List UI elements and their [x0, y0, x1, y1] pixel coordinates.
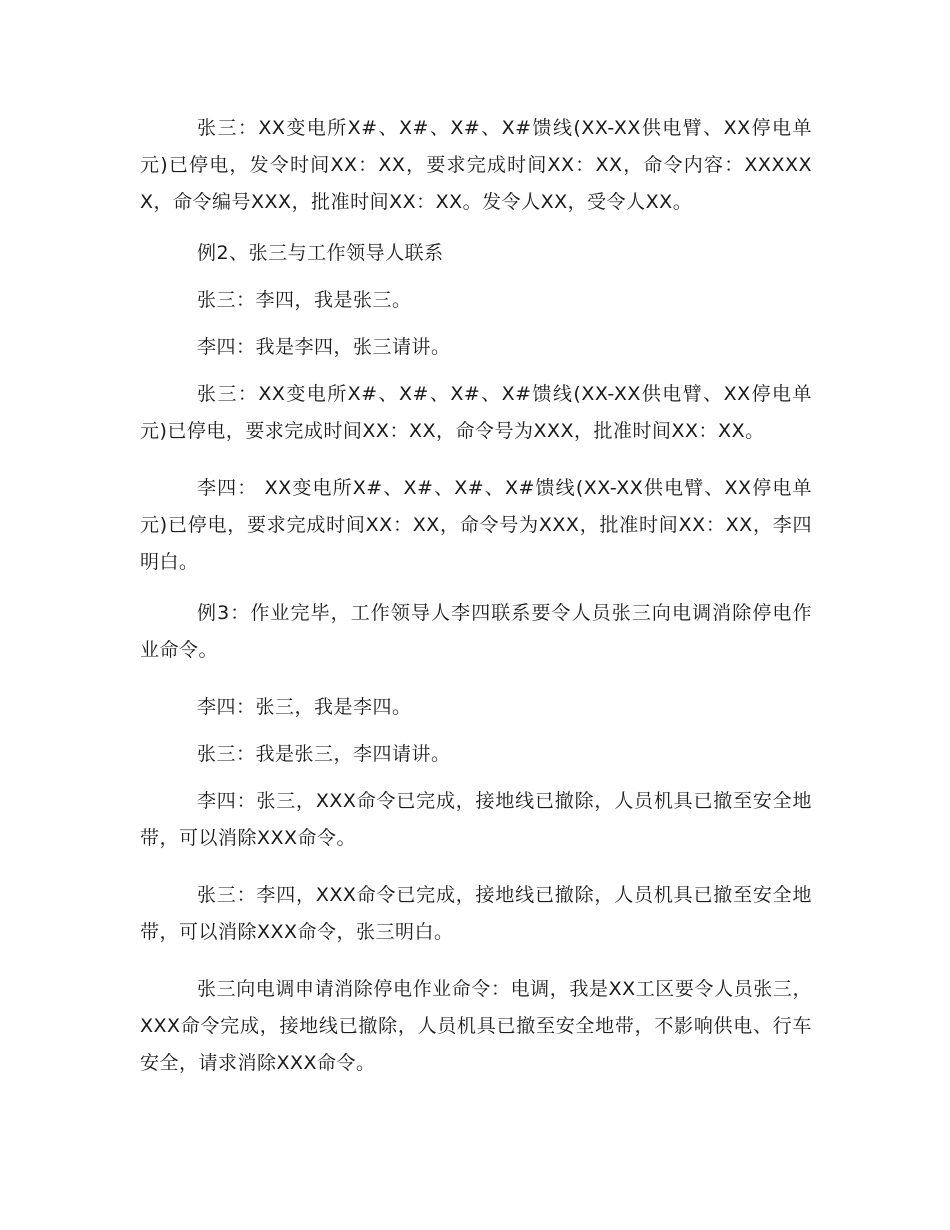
paragraph-dialogue: 李四：张三，我是李四。 — [197, 696, 412, 718]
paragraph-dialogue: 李四：张三，XXX命令已完成，接地线已撤除，人员机具已撤至安全地带，可以消除XXX命令。 — [140, 790, 812, 849]
paragraph-dialogue: 张三：李四，我是张三。 — [197, 289, 412, 311]
paragraph-example-3-heading: 例3：作业完毕，工作领导人李四联系要令人员张三向电调消除停电作业命令。 — [140, 602, 812, 661]
document-body — [140, 110, 812, 1100]
paragraph-dialogue: 李四：我是李四，张三请讲。 — [197, 336, 451, 358]
paragraph-dialogue: 张三：我是张三，李四请讲。 — [197, 743, 451, 765]
paragraph-order-issue: 张三：XX变电所X#、X#、X#、X#馈线(XX-XX供电臂、XX停电单元)已停电，发令时间XX：XX，要求完成时间XX：XX，命令内容：XXXXXX，命令编号XXX，批准时间XX：XX。发令人XX，受令人XX。 — [140, 117, 812, 213]
paragraph-dialogue: 李四： XX变电所X#、X#、X#、X#馈线(XX-XX供电臂、XX停电单元)已停电，要求完成时间XX：XX，命令号为XXX，批准时间XX：XX，李四明白。 — [140, 477, 812, 573]
paragraph-dialogue: 张三：李四，XXX命令已完成，接地线已撤除，人员机具已撤至安全地带，可以消除XXX命令，张三明白。 — [140, 884, 812, 943]
paragraph-dialogue: 张三：XX变电所X#、X#、X#、X#馈线(XX-XX供电臂、XX停电单元)已停电，要求完成时间XX：XX，命令号为XXX，批准时间XX：XX。 — [140, 383, 812, 442]
paragraph-example-2-heading: 例2、张三与工作领导人联系 — [197, 242, 444, 264]
paragraph-cancel-request: 张三向电调申请消除停电作业命令：电调，我是XX工区要令人员张三， XXX命令完成，接地线已撤除，人员机具已撤至安全地带，不影响供电、行车安全，请求消除XXX命令。 — [140, 978, 812, 1074]
